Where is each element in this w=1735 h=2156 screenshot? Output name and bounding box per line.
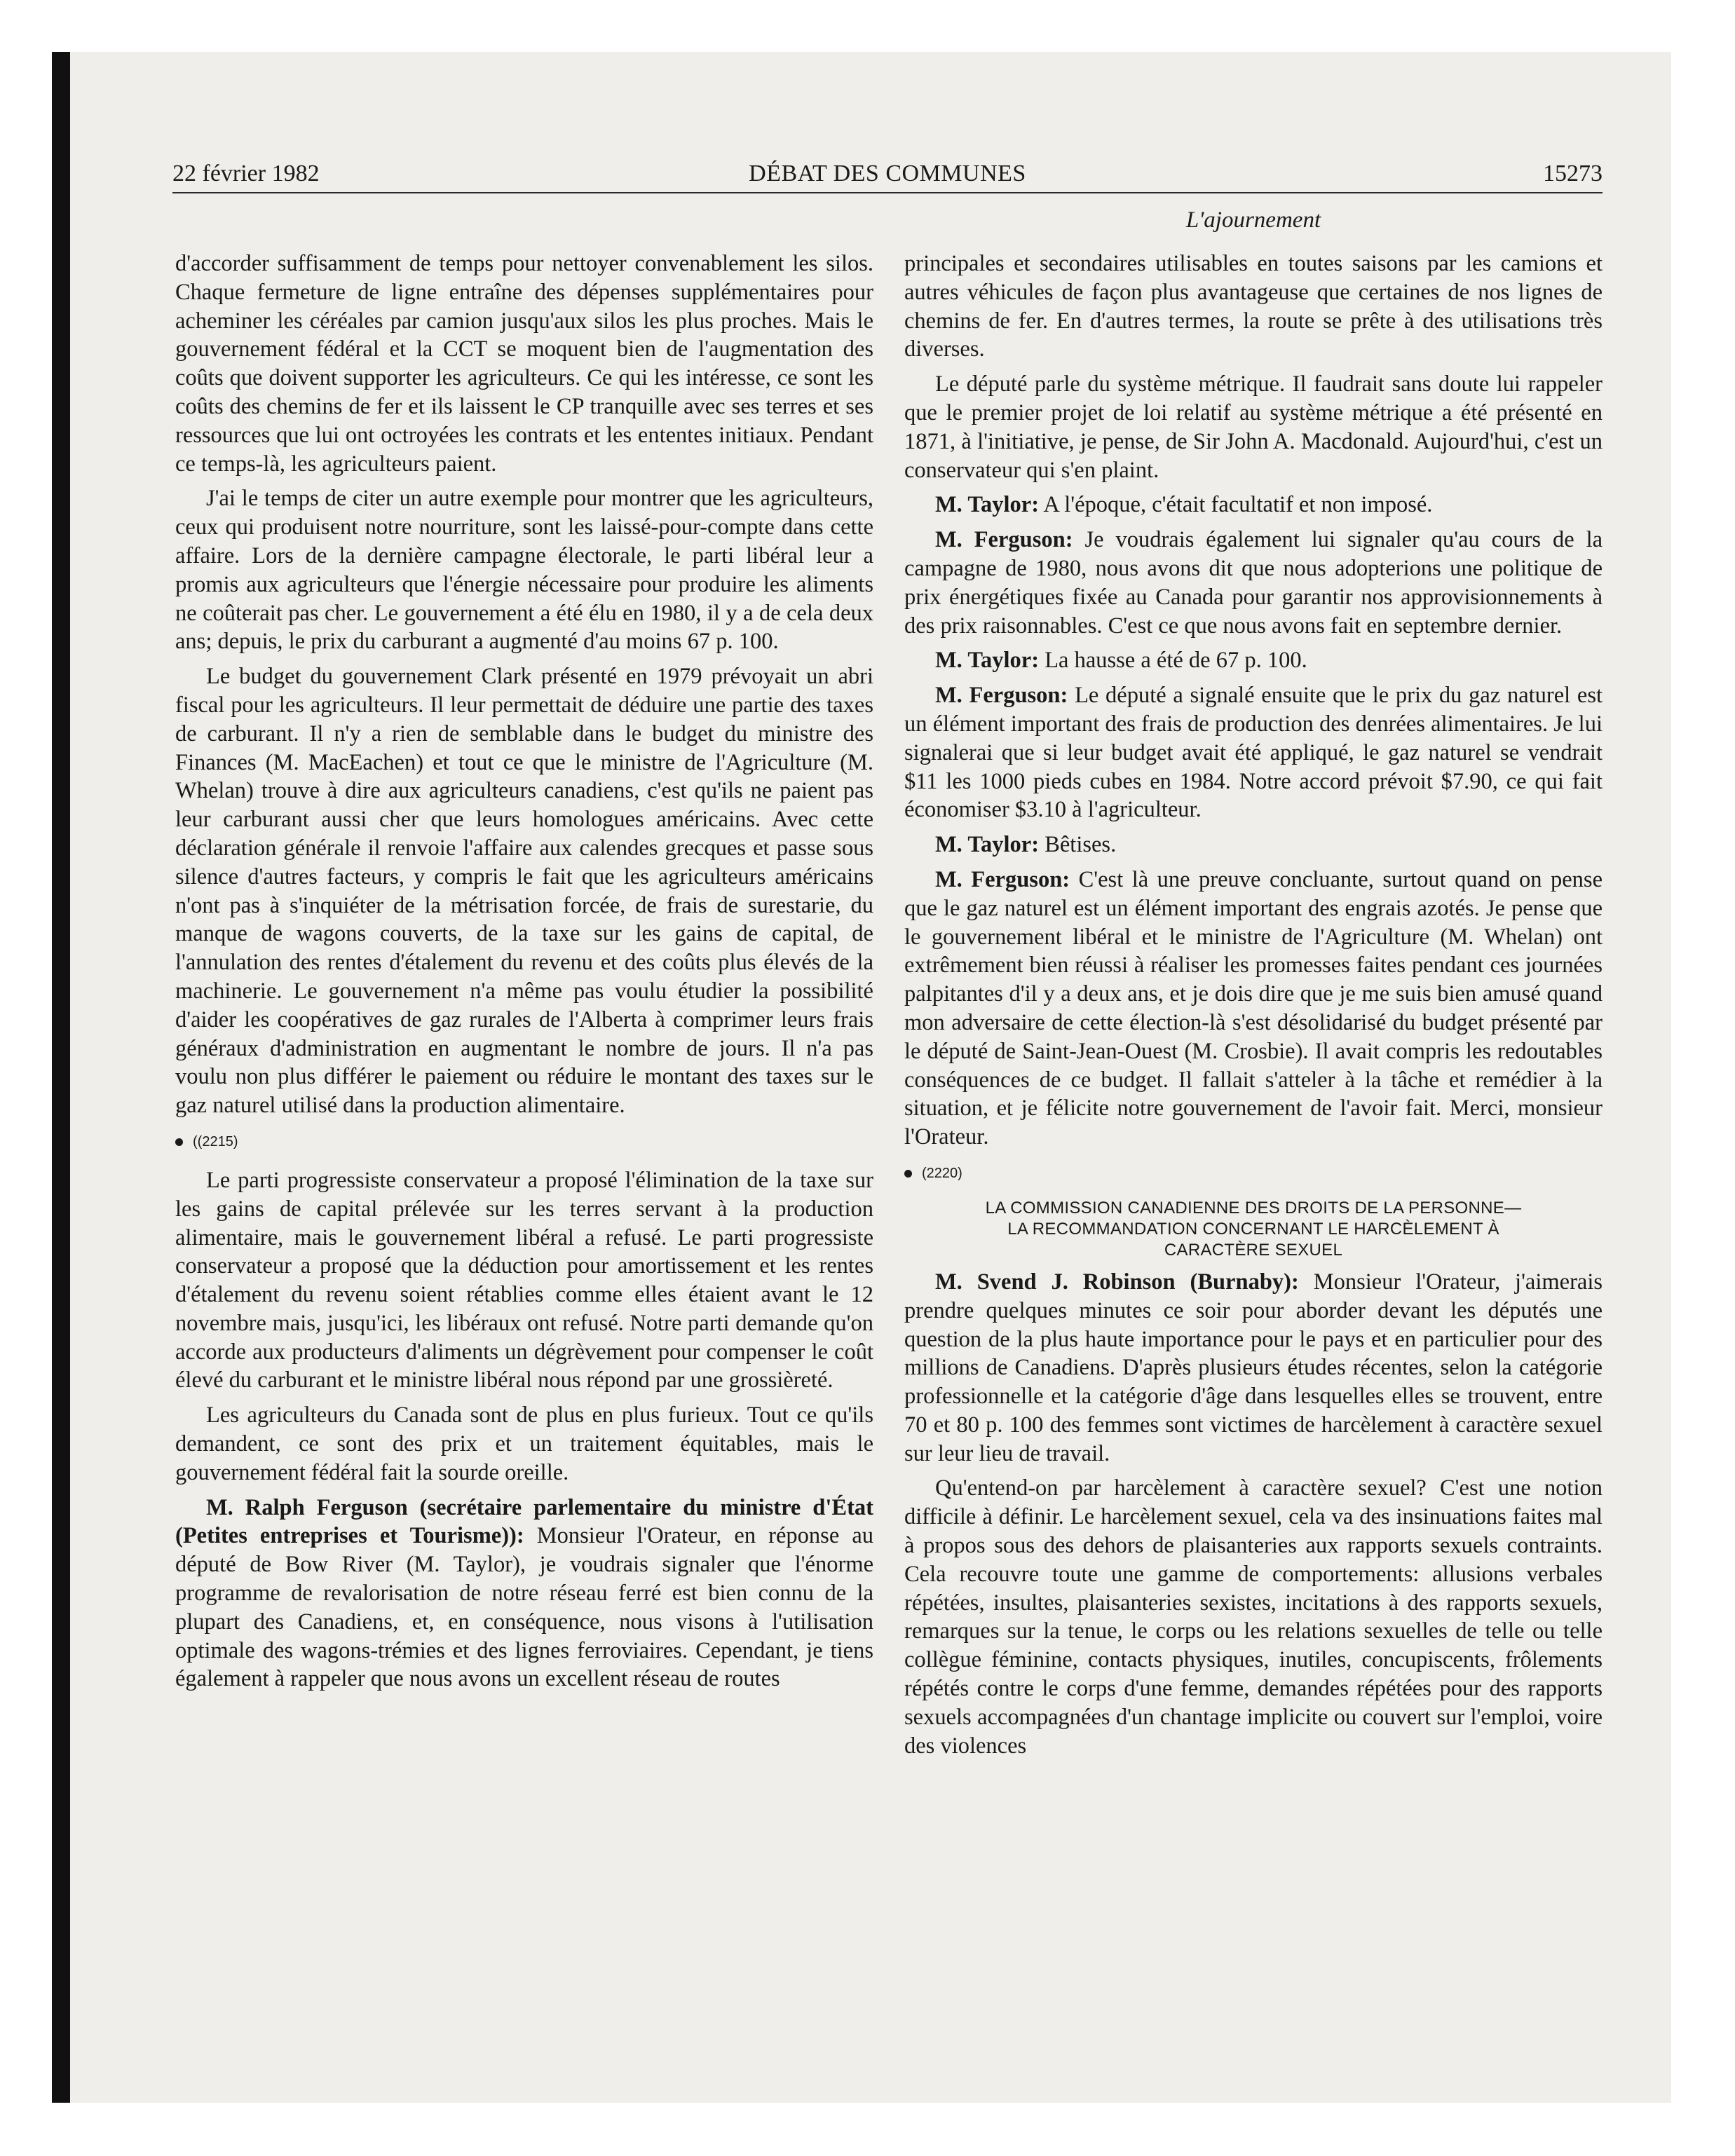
paragraph: Le parti progressiste conservateur a proposé l'élimination de la taxe sur les gains de capital prélevée sur les terres servant à la production alimentaire, mais le gouvernement libéral a refusé. Le parti progressiste conservateur a proposé que la déduction pour amortissement et les rentes d'étalement du revenu soient rétablies comme elles étaient avant le 12 novembre mais, jusqu'ici, les libéraux ont refusé. Notre parti demande qu'on accorde aux producteurs d'aliments un dégrèvement pour compenser le coût élevé du carburant et le ministre libéral nous répond par une grossièreté.: [175, 1167, 873, 1393]
time-marker: [175, 1131, 873, 1152]
speaker-name: M. Ferguson:: [935, 866, 1070, 892]
speaker-name: M. Taylor:: [935, 648, 1040, 674]
time-marker-label: ((2215): [193, 1133, 238, 1149]
header-page-number: 15273: [1543, 161, 1603, 186]
speaker-name: M. Svend J. Robinson (Burnaby):: [935, 1269, 1299, 1295]
speaker-name: M. Taylor:: [935, 492, 1040, 518]
paragraph: Le député parle du système métrique. Il faudrait sans doute lui rappeler que le premier projet de loi relatif au système métrique a été présenté en 1871, à l'initiative, je pense, de Sir John A. Macdonald. Aujourd'hui, c'est un conservateur qui s'en plaint.: [904, 371, 1603, 483]
time-marker-label: (2220): [922, 1165, 962, 1181]
section-rubric: L'ajournement: [1185, 207, 1321, 233]
speaker-name: M. Ferguson:: [935, 527, 1073, 553]
paragraph: J'ai le temps de citer un autre exemple pour montrer que les agriculteurs, ceux qui produisent notre nourriture, sont les laissé-pour-compte dans cette affaire. Lors de la dernière campagne électorale, le parti libéral leur a promis aux agriculteurs que l'énergie nécessaire pour produire les aliments ne coûterait pas cher. Le gouvernement a été élu en 1980, il y a de cela deux ans; depuis, le prix du carburant a augmenté d'au moins 67 p. 100.: [175, 486, 873, 655]
speech-paragraph: [904, 646, 1603, 675]
running-header: [172, 156, 1603, 193]
paragraph: Les agriculteurs du Canada sont de plus en plus furieux. Tout ce qu'ils demandent, ce sont des prix et un traitement équitables, mais le gouvernement fédéral fait la sourde oreille.: [175, 1403, 873, 1485]
binding-edge: [52, 52, 70, 2103]
left-column: [175, 250, 873, 1700]
bullet-icon: [175, 1138, 183, 1146]
bullet-icon: [904, 1170, 912, 1178]
header-date: 22 février 1982: [172, 161, 320, 186]
speech-paragraph: [175, 1494, 873, 1694]
speaker-name: M. Taylor:: [935, 832, 1040, 858]
speech-paragraph: [904, 491, 1603, 519]
header-publication: DÉBAT DES COMMUNES: [749, 161, 1026, 186]
speech-text: La hausse a été de 67 p. 100.: [1045, 648, 1307, 674]
section-heading-line: CARACTÈRE SEXUEL: [1164, 1240, 1343, 1260]
speech-paragraph: [904, 1268, 1603, 1468]
speech-paragraph: [904, 681, 1603, 824]
paragraph: principales et secondaires utilisables en toutes saisons par les camions et autres véhicules de façon plus avantageuse que certaines de nos lignes de chemins de fer. En d'autres termes, la route se prête à des utilisations très diverses.: [904, 251, 1603, 362]
speech-paragraph: [904, 866, 1603, 1152]
speech-paragraph: [904, 526, 1603, 640]
section-heading: [904, 1198, 1603, 1261]
speech-text: Le député a signalé ensuite que le prix du gaz naturel est un élément important des frais de production des denrées alimentaires. Je lui signalerai que si leur budget avait été appliqué, le gaz naturel se vendrait $11 les 1000 pieds cubes en 1984. Notre accord prévoit $7.90, ce qui fait économiser $3.10 à l'agriculteur.: [904, 683, 1603, 823]
speech-text: Monsieur l'Orateur, j'aimerais prendre quelques minutes ce soir pour aborder devant les députés une question de la plus haute importance pour le pays et en particulier pour des millions de Canadiens. D'après plusieurs études récentes, selon la catégorie professionnelle et la catégorie d'âge dans lesquelles elles se trouvent, entre 70 et 80 p. 100 des femmes sont victimes de harcèlement à caractère sexuel sur leur lieu de travail.: [904, 1269, 1603, 1466]
speech-text: C'est là une preuve concluante, surtout quand on pense que le gaz naturel est un élément important des engrais azotés. Je pense que le gouvernement libéral et le ministre de l'Agriculture (M. Whelan) ont extrêmement bien réussi à réaliser les promesses faites pendant ces journées palpitantes d'il y a deux ans, et je dois dire que je me suis bien amusé quand mon adversaire de cette élection-là s'est désolidarisé du budget présenté par le député de Saint-Jean-Ouest (M. Crosbie). Il avait compris les redoutables conséquences de ce budget. Il fallait s'atteler à la tâche et remédier à la situation, et je félicite notre gouvernement de l'avoir fait. Merci, monsieur l'Orateur.: [904, 866, 1603, 1150]
speech-text: A l'époque, c'était facultatif et non imposé.: [1043, 492, 1433, 518]
section-heading-line: LA RECOMMANDATION CONCERNANT LE HARCÈLEMENT À: [1007, 1219, 1499, 1239]
paragraph: Le budget du gouvernement Clark présenté en 1979 prévoyait un abri fiscal pour les agriculteurs. Il leur permettait de déduire une partie des taxes de carburant. Il n'y a rien de semblable dans le budget du ministre des Finances (M. MacEachen) et tout ce que le ministre de l'Agriculture (M. Whelan) trouve à dire aux agriculteurs canadiens, c'est qu'ils ne paient pas leur carburant aussi cher que leurs homologues américains. Avec cette déclaration générale il renvoie l'affaire aux calendes grecques et passe sous silence d'autres facteurs, y compris le fait que les agriculteurs américains n'ont pas à s'inquiéter de la métrisation forcée, de frais de surestarie, du manque de wagons couverts, de la taxe sur les gains de capital, de l'annulation des rentes d'étalement du revenu et des coûts plus élevés de la machinerie. Le gouvernement n'a même pas voulu étudier la possibilité d'aider les coopératives de gaz rurales de l'Alberta à comprimer leurs frais généraux d'administration en augmentant le nombre de jours. Il n'a pas voulu non plus différer le paiement ou réduire le montant des taxes sur le gaz naturel utilisé dans la production alimentaire.: [175, 664, 873, 1119]
speech-text: Je voudrais également lui signaler qu'au cours de la campagne de 1980, nous avons dit que nous adopterions une politique de prix énergétiques fixée au Canada pour garantir nos approvisionnements à des prix raisonnables. C'est ce que nous avons fait en septembre dernier.: [904, 527, 1603, 639]
right-column: [904, 250, 1603, 1766]
paragraph: Qu'entend-on par harcèlement à caractère sexuel? C'est une notion difficile à définir. Le harcèlement sexuel, cela va des insinuations faites mal à propos sous des dehors de plaisanteries aux rapports sexuels contraints. Cela recouvre toute une gamme de comportements: allusions verbales répétées, insultes, plaisanteries sexistes, incitations à des rapports sexuels, remarques sur la tenue, le corps ou les relations sexuelles de telle ou telle collègue féminine, contacts physiques, inutiles, concupiscents, frôlements répétés contre le corps d'une femme, demandes répétées pour des rapports sexuels accompagnées d'un chantage implicite ou couvert sur l'emploi, voire des violences: [904, 1475, 1603, 1759]
speech-paragraph: [904, 831, 1603, 859]
paragraph: d'accorder suffisamment de temps pour nettoyer convenablement les silos. Chaque fermeture de ligne entraîne des dépenses supplémentaires pour acheminer les céréales par camion jusqu'aux silos les plus proches. Mais le gouvernement fédéral et la CCT se moquent bien de l'augmentation des coûts que doivent supporter les agriculteurs. Ce qui les intéresse, ce sont les coûts des chemins de fer et ils laissent le CP tranquille avec ses terres et ses ressources que lui ont octroyées les contrats et les ententes initiaux. Pendant ce temps-là, les agriculteurs paient.: [175, 251, 873, 477]
speech-text: Bêtises.: [1045, 832, 1117, 858]
time-marker: [904, 1163, 1603, 1184]
speaker-name: M. Ralph Ferguson (secrétaire parlementaire du ministre d'État (Petites entreprises et Tourisme)):: [175, 1494, 873, 1549]
speaker-name: M. Ferguson:: [935, 683, 1068, 709]
section-heading-line: LA COMMISSION CANADIENNE DES DROITS DE LA PERSONNE—: [985, 1198, 1522, 1217]
speech-text: Monsieur l'Orateur, en réponse au député de Bow River (M. Taylor), je voudrais signaler que l'énorme programme de revalorisation de notre réseau ferré est bien connu de la plupart des Canadiens, et, en conséquence, nous visons à l'utilisation optimale des wagons-trémies et des lignes ferroviaires. Cependant, je tiens également à rappeler que nous avons un excellent réseau de routes: [175, 1523, 874, 1692]
